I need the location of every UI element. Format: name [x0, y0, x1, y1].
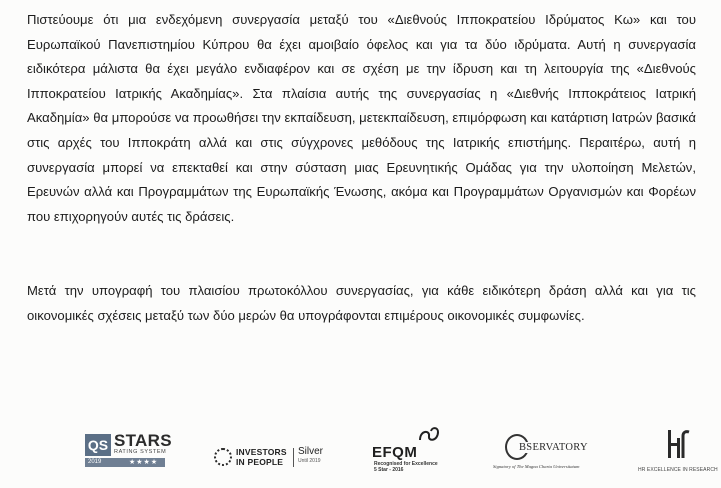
magna-charta-observatory-logo [493, 434, 611, 474]
iip-divider [293, 448, 294, 467]
observatory-wordmark: BSERVATORY [519, 442, 588, 453]
hr-mark-icon [665, 424, 691, 462]
qs-subtitle: RATING SYSTEM [114, 449, 167, 455]
qs-rating-bar [85, 458, 165, 467]
hr-text: HR EXCELLENCE IN RESEARCH [638, 467, 718, 473]
efqm-title: EFQM [372, 444, 418, 461]
iip-wordmark [236, 447, 287, 467]
efqm-logo [372, 426, 452, 478]
investors-in-people-logo [214, 446, 332, 472]
hr-excellence-logo [638, 424, 720, 476]
qs-stars-logo [85, 428, 175, 480]
qs-title: STARS [114, 431, 172, 450]
body-paragraph-1: Πιστεύουμε ότι μια ενδεχόμενη συνεργασία μεταξύ του «Διεθνούς Ιπποκρατείου Ιδρύματος Κω» και του Ευρωπαϊκού Πανεπιστημίου Κύπρου θα έχει αμοιβαίο όφελος και για τα δύο ιδρύματα. Αυτή η συνεργασία ειδικότερα μάλιστα θα έχει μεγάλο ενδιαφέρον και σε σχέση με την ίδρυση και τη λειτουργία της «Διεθνούς Ιπποκρατείου Ιατρικής Ακαδημίας». Στα πλαίσια αυτής της συνεργασίας η «Διεθνής Ιπποκράτειος Ιατρική Ακαδημία» θα μπορούσε να προωθήσει την εκπαίδευση, μετεκπαίδευση, επιμόρφωση και κατάρτιση Ιατρών βασικά στις αρχές του Ιπποκράτη αλλά και στις σύγχρονες μεθόδους της Ιατρικής επιστήμης. Περαιτέρω, αυτή η συνεργασία μπορεί να επεκταθεί και στην σύσταση μιας Ερευνητικής Ομάδας για την υλοποίηση Μελετών, Ερευνών αλλά και Προγραμμάτων της Ευρωπαϊκής Ένωσης, ακόμα και Προγραμμάτων Οργανισμών και Φορέων που επιχορηγούν αυτές τις δράσεις. [27, 12, 696, 224]
qs-box: QS [85, 434, 111, 456]
iip-until: Until 2019 [298, 458, 321, 464]
efqm-recognition: Recognised for Excellence [374, 461, 438, 467]
accreditation-footer [0, 418, 721, 484]
dotted-ring-icon [214, 448, 232, 466]
observatory-signatory: Signatory of The Magna Charta Universitatum [493, 464, 580, 469]
iip-line-2: IN PEOPLE [236, 457, 284, 467]
efqm-swirl-icon [418, 426, 440, 444]
body-paragraph-2: Μετά την υπογραφή του πλαισίου πρωτοκόλλου συνεργασίας, για κάθε ειδικότερη δράση αλλά και για τις οικονομικές σχέσεις μεταξύ των δύο μερών θα υπογράφονται επιμέρους οικονομικές συμφωνίες. [27, 283, 696, 323]
qs-stars-icon: ★★★★ [129, 459, 159, 466]
qs-year: 2019 [88, 459, 102, 465]
efqm-stars-year: 5 Star - 2016 [374, 467, 404, 473]
iip-line-1: INVESTORS [236, 447, 287, 457]
iip-level: Silver [298, 446, 324, 457]
